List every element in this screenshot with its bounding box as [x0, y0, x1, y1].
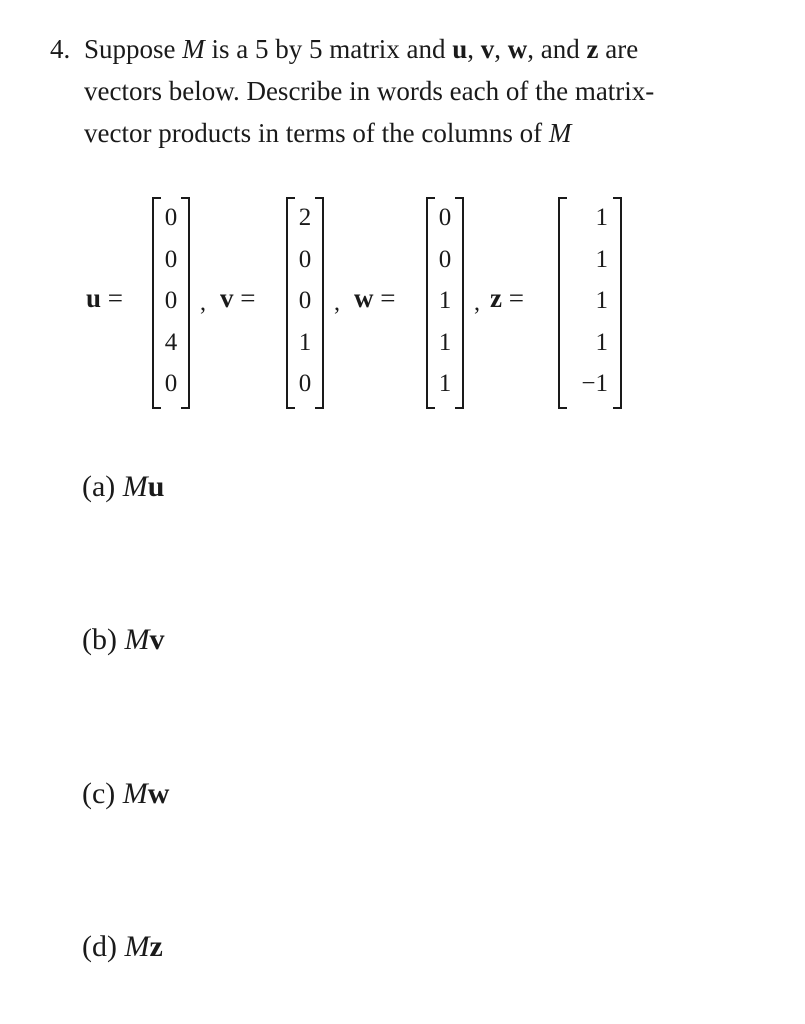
vector-label-v: v = [220, 283, 256, 313]
matrix-symbol: M [182, 34, 205, 64]
matrix-symbol: M [122, 777, 148, 810]
vector-entry: 1 [438, 328, 452, 356]
vector-label-w: w = [354, 283, 396, 313]
vector-entry: 0 [164, 370, 178, 397]
vector-entry: 1 [438, 287, 452, 314]
vector-label-z: z = [490, 283, 524, 313]
vector-symbol: w [147, 777, 170, 810]
text-fragment: , [467, 34, 481, 64]
vector-separator: , [334, 290, 340, 316]
text-fragment: , [494, 34, 508, 64]
vector-symbol-u: u [452, 34, 468, 64]
problem-line-3 [50, 112, 755, 154]
vector-separator: , [474, 290, 480, 316]
part-c [82, 777, 169, 811]
vector-entry: 0 [298, 245, 312, 273]
vector-entry: 1 [438, 370, 452, 397]
vector-separator: , [200, 290, 206, 316]
vector-symbol: z [149, 930, 163, 963]
matrix-symbol: M [124, 623, 150, 656]
problem-statement [50, 28, 755, 154]
vector-symbol: u [147, 470, 165, 503]
vector-entry: 0 [164, 245, 178, 273]
vector-entry: 0 [164, 204, 178, 231]
part-label: (b) [82, 623, 117, 656]
vector-definitions [0, 195, 805, 415]
part-label: (d) [82, 930, 117, 963]
vector-symbol-v: v [480, 34, 495, 64]
vector-z-matrix [558, 197, 622, 407]
part-d [82, 930, 163, 964]
vector-entry: 1 [595, 287, 608, 314]
part-b [82, 623, 164, 657]
problem-line-2: vectors below. Describe in words each of the matrix- [84, 76, 655, 106]
problem-line-1 [50, 28, 755, 70]
part-label: (a) [82, 470, 116, 503]
vector-u-matrix [152, 197, 190, 407]
vector-entry: 0 [438, 204, 452, 231]
matrix-symbol: M [548, 118, 572, 148]
text-fragment: vector products in terms of the columns of [84, 118, 549, 148]
matrix-symbol: M [124, 930, 150, 963]
vector-symbol: v [149, 623, 165, 656]
vector-entry: 0 [298, 370, 312, 397]
vector-entry: 4 [164, 328, 178, 356]
vector-entry: 0 [438, 245, 452, 273]
vector-w-matrix [426, 197, 464, 407]
vector-entry: 1 [595, 245, 608, 273]
text-fragment: are [598, 34, 639, 64]
text-fragment: is a 5 by 5 matrix and [204, 34, 453, 64]
part-a [82, 470, 164, 504]
vector-entry: 1 [298, 328, 312, 356]
vector-symbol-w: w [507, 34, 528, 64]
text-fragment: , and [527, 34, 587, 64]
vector-entry: 0 [164, 287, 178, 314]
vector-label-u: u = [86, 283, 124, 313]
text-fragment: Suppose [84, 34, 183, 64]
problem-number: 4. [50, 34, 71, 64]
vector-entry: 2 [298, 204, 312, 231]
part-label: (c) [82, 777, 116, 810]
vector-entry: 1 [595, 328, 608, 356]
vector-entry: −1 [581, 370, 608, 397]
vector-v-matrix [286, 197, 324, 407]
vector-entry: 1 [595, 204, 608, 231]
vector-entry: 0 [298, 287, 312, 314]
matrix-symbol: M [122, 470, 148, 503]
vector-symbol-z: z [586, 34, 599, 64]
